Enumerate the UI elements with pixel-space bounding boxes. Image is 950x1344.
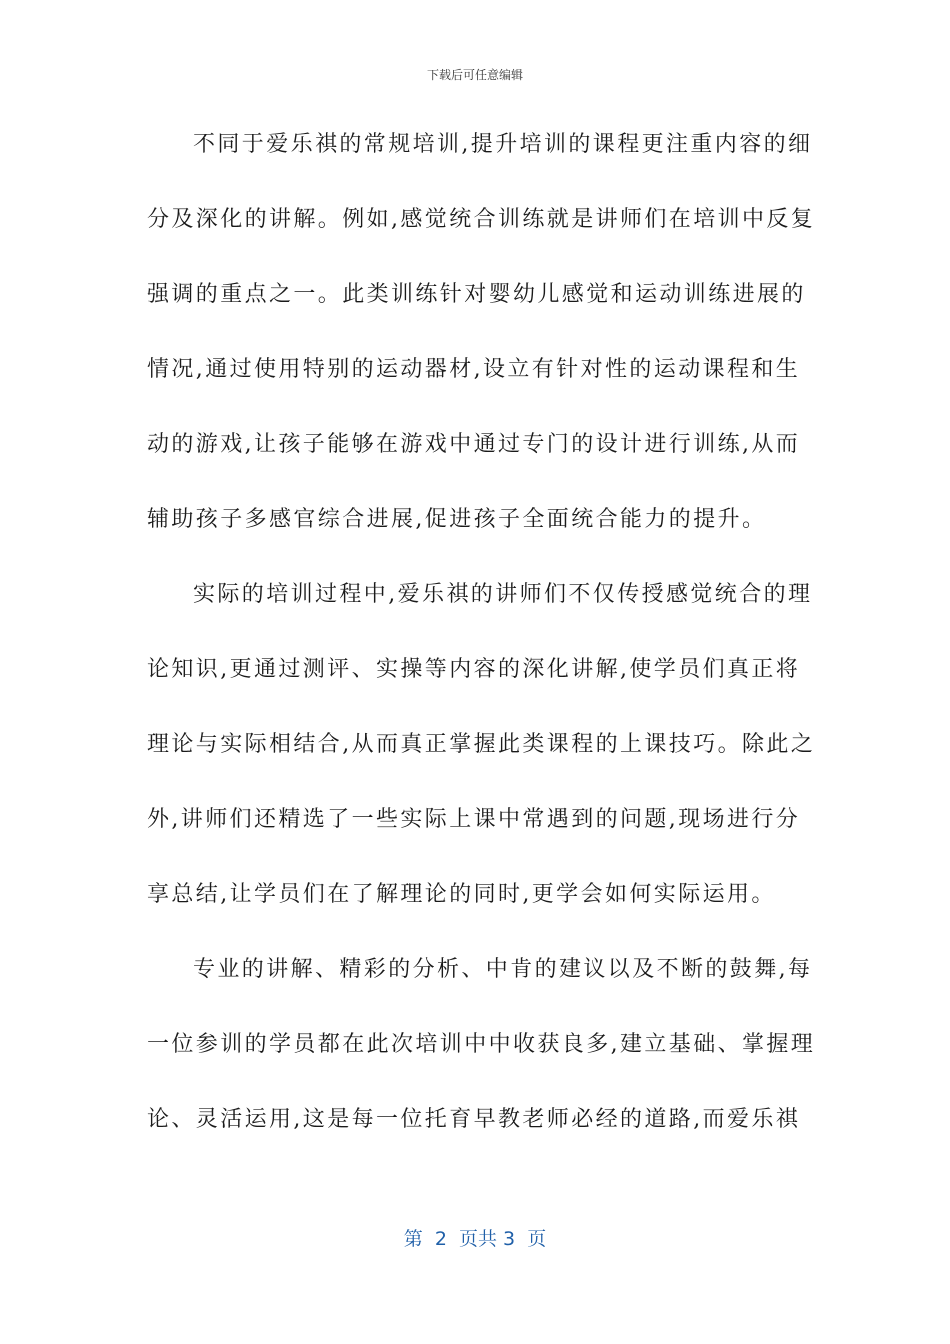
paragraph-1-line-2: 分及深化的讲解。例如,感觉统合训练就是讲师们在培训中反复: [147, 207, 816, 232]
paragraph-2-line-2: 论知识,更通过测评、实操等内容的深化讲解,使学员们真正将: [147, 657, 801, 682]
document-body: [147, 122, 816, 1172]
paragraph-1-line-1: 不同于爱乐祺的常规培训,提升培训的课程更注重内容的细: [193, 132, 813, 157]
paragraph-2-line-3: 理论与实际相结合,从而真正掌握此类课程的上课技巧。除此之: [147, 732, 816, 757]
page-number-footer: 第 2 页共 3 页: [403, 1228, 547, 1250]
paragraph-1-line-4: 情况,通过使用特别的运动器材,设立有针对性的运动课程和生: [147, 357, 801, 382]
paragraph-2-line-4: 外,讲师们还精选了一些实际上课中常遇到的问题,现场进行分: [147, 807, 801, 832]
paragraph-1-line-5: 动的游戏,让孩子能够在游戏中通过专门的设计进行训练,从而: [147, 432, 801, 457]
paragraph-1-line-3: 强调的重点之一。此类训练针对婴幼儿感觉和运动训练进展的: [147, 282, 806, 307]
paragraph-2-line-1: 实际的培训过程中,爱乐祺的讲师们不仅传授感觉统合的理: [193, 582, 813, 607]
paragraph-3-line-3: 论、灵活运用,这是每一位托育早教老师必经的道路,而爱乐祺: [147, 1107, 801, 1132]
paragraph-2-line-5: 享总结,让学员们在了解理论的同时,更学会如何实际运用。: [147, 882, 776, 907]
paragraph-3-line-1: 专业的讲解、精彩的分析、中肯的建议以及不断的鼓舞,每: [193, 957, 813, 982]
page-header: 下载后可任意编辑: [426, 68, 523, 82]
paragraph-3-line-2: 一位参训的学员都在此次培训中中收获良多,建立基础、掌握理: [147, 1032, 816, 1057]
paragraph-1-line-6: 辅助孩子多感官综合进展,促进孩子全面统合能力的提升。: [147, 507, 767, 532]
